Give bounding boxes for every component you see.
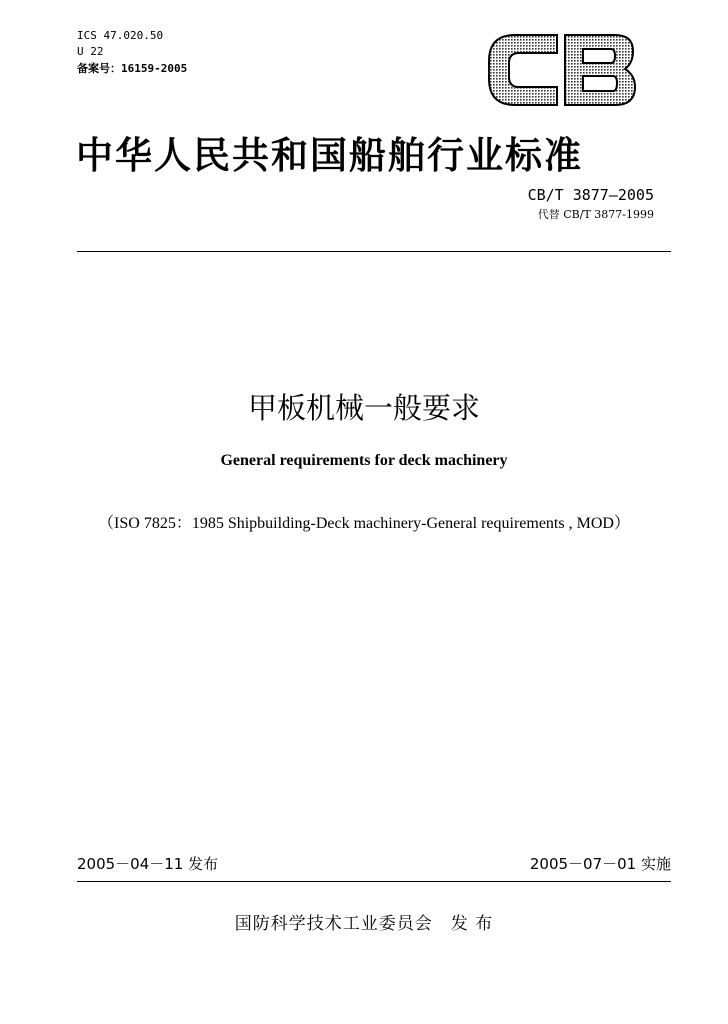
implementation-date: 2005－07－01 实施 xyxy=(529,855,671,873)
publisher-line xyxy=(0,909,728,934)
standard-number: CB/T 3877—2005 xyxy=(527,186,654,204)
document-title-chinese: 甲板机械一般要求 xyxy=(247,391,480,425)
issue-date: 2005－04－11 发布 xyxy=(77,855,219,873)
ccs-code: U 22 xyxy=(77,45,104,58)
replaces-note: 代替 CB/T 3877-1999 xyxy=(537,208,654,221)
publisher-action: 发 布 xyxy=(450,914,494,934)
industry-standard-title: 中华人民共和国船舶行业标准 xyxy=(76,134,583,177)
document-title-english: General requirements for deck machinery xyxy=(220,452,508,469)
publisher-name: 国防科学技术工业委员会 xyxy=(234,914,433,934)
filing-number: 备案号：16159-2005 xyxy=(77,62,188,75)
adoption-note: （ISO 7825：1985 Shipbuilding-Deck machinery-General requirements , MOD） xyxy=(98,515,630,532)
bottom-divider xyxy=(77,881,671,882)
ics-code: ICS 47.020.50 xyxy=(77,29,164,42)
cb-logo xyxy=(487,33,637,107)
top-divider xyxy=(77,251,671,252)
